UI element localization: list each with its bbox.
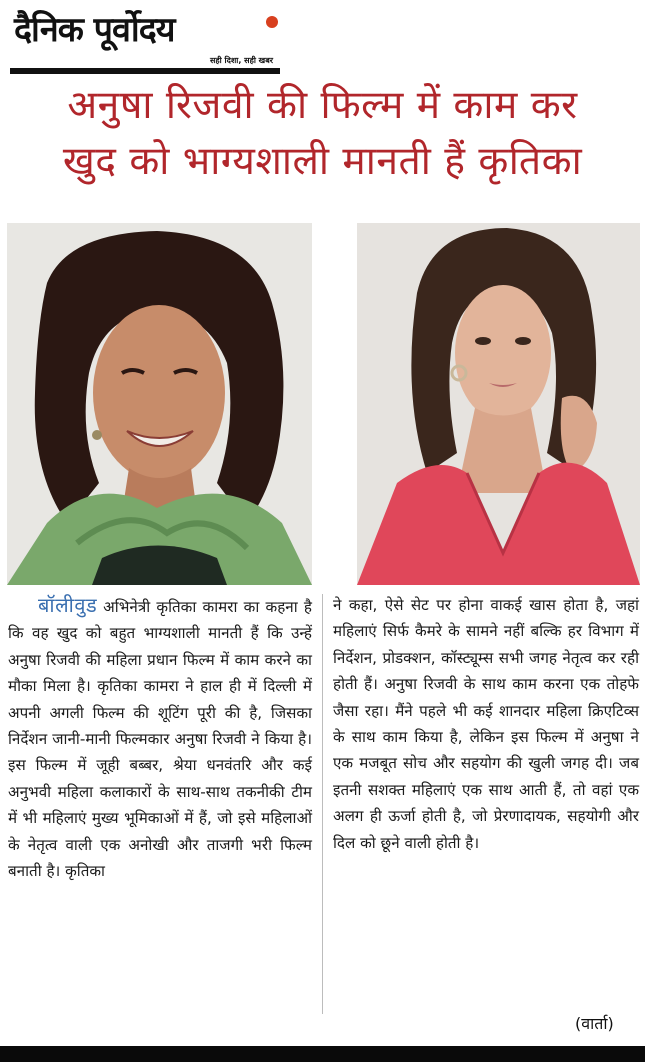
- portrait-right-illustration: [357, 223, 640, 585]
- photo-anusha-rizvi: [7, 223, 312, 585]
- section-tag: बॉलीवुड: [38, 593, 98, 617]
- photo-kritika-kamra: [357, 223, 640, 585]
- masthead: [10, 6, 290, 76]
- article-column-left: [8, 592, 312, 884]
- masthead-tagline: सही दिशा, सही खबर: [210, 56, 274, 65]
- article-text-right: ने कहा, ऐसे सेट पर होना वाकई खास होता है, जहां महिलाएं सिर्फ कैमरे के सामने नहीं बल्कि हर विभाग में निर्देशन, प्रोडक्शन, कॉस्ट्यूम्स सभी जगह नेतृत्व कर रही होती हैं। अनुषा रिजवी के साथ काम करना एक तोहफे जैसा रहा। मैंने पहले भी कई शानदार महिला क्रिएटिव्स के साथ काम किया है, लेकिन इस फिल्म में अनुषा ने एक मजबूत सोच और सहयोग की खुली जगह दी। जब इतनी सशक्त महिलाएं एक साथ आती हैं, तो वहां एक अलग ही ऊर्जा होती है, जो प्रेरणादायक, सहयोगी और दिल को छूने वाली होती है।: [333, 596, 639, 852]
- headline-line-2: खुद को भाग्यशाली मानती हैं कृतिका: [62, 139, 583, 184]
- column-divider: [322, 594, 323, 1014]
- bottom-rule: [0, 1046, 645, 1062]
- article-text-left: अभिनेत्री कृतिका कामरा का कहना है कि वह खुद को बहुत भाग्यशाली मानती हैं कि उन्हें अनुषा रिजवी की महिला प्रधान फिल्म में काम करने का मौका मिला है। कृतिका कामरा ने हाल ही में दिल्ली में अपनी अगली फिल्म की शूटिंग पूरी की है, जिसका निर्देशन जानी-मानी फिल्मकार अनुषा रिजवी ने किया है। इस फिल्म में जूही बब्बर, श्रेया धनवंतरि और कई अनुभवी महिला कलाकारों के साथ-साथ तकनीकी टीम में भी महिलाएं मुख्य भूमिकाओं में हैं, जो इसे महिलाओं के नेतृत्व वाली एक अनोखी और ताजगी भरी फिल्म बनाती है। कृतिका: [8, 598, 312, 881]
- article-source: (वार्ता): [575, 1014, 614, 1033]
- masthead-rule: [10, 68, 280, 74]
- article-headline: [10, 78, 635, 190]
- masthead-title: दैनिक पूर्वोदय: [14, 10, 175, 50]
- portrait-left-illustration: [7, 223, 312, 585]
- masthead-dot-icon: [266, 16, 278, 28]
- article-column-right: [333, 592, 639, 856]
- headline-line-1: अनुषा रिजवी की फिल्म में काम कर: [67, 83, 578, 128]
